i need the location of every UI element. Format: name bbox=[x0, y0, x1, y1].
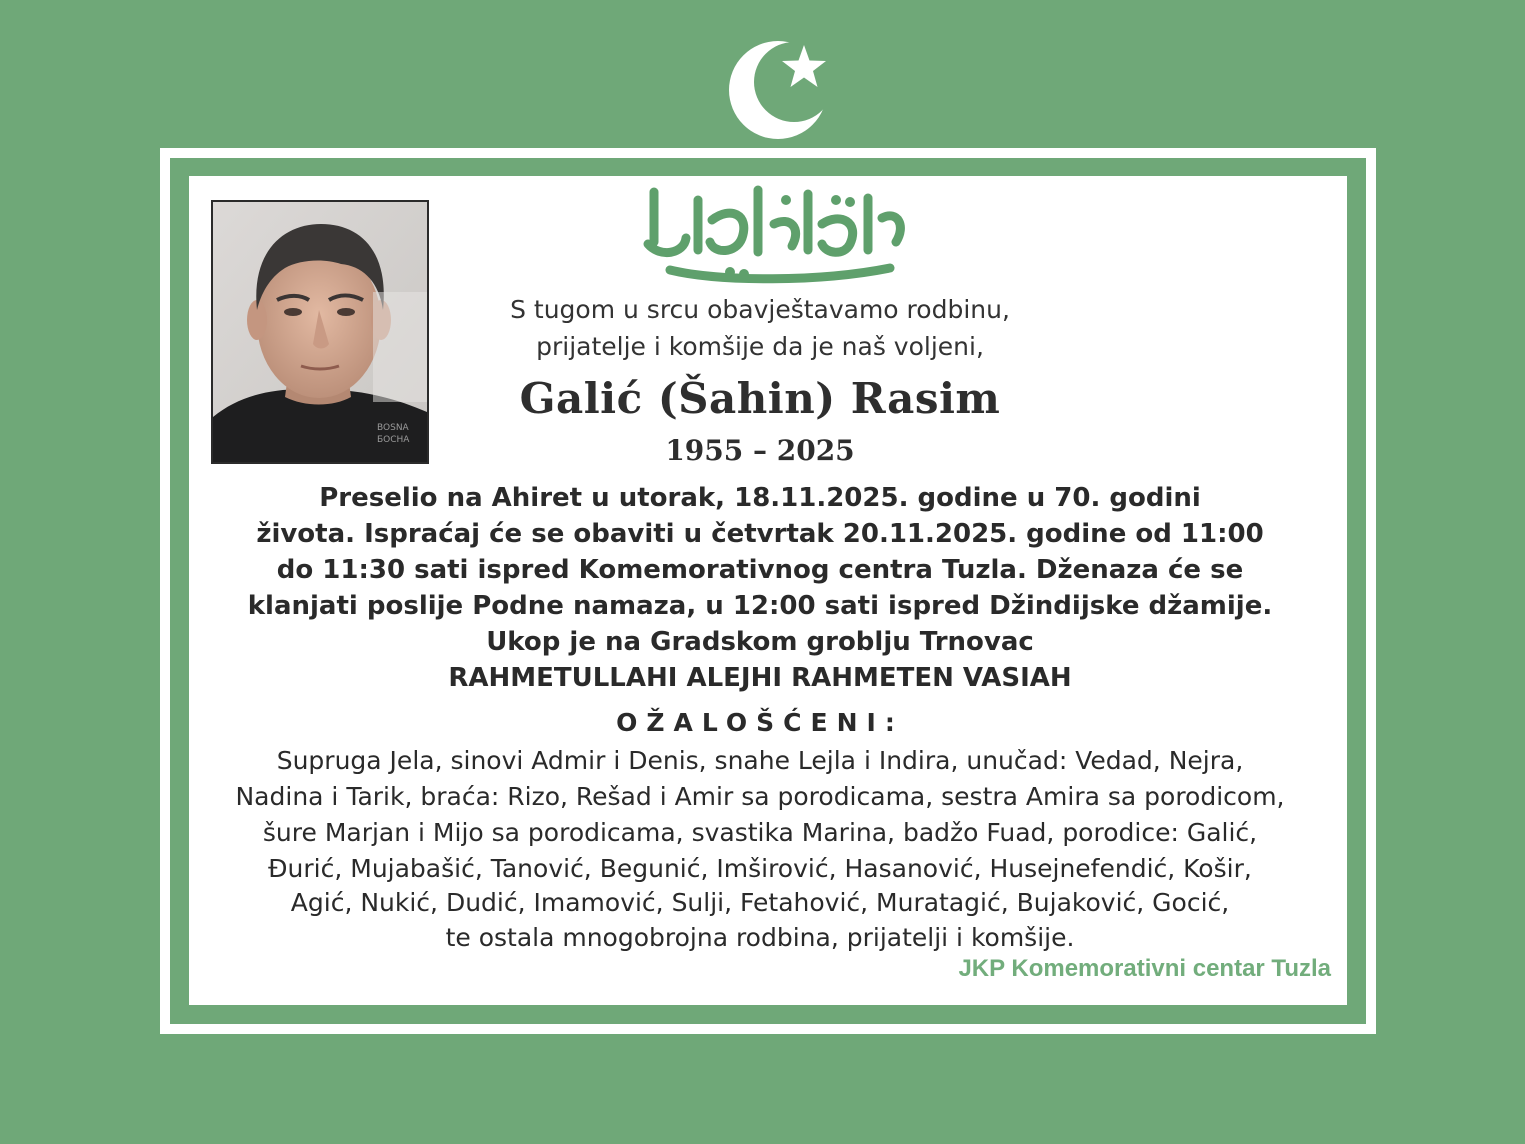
prayer-line: RAHMETULLAHI ALEJHI RAHMETEN VASIAH bbox=[448, 663, 1072, 693]
life-years: 1955 – 2025 bbox=[665, 434, 855, 467]
body-line-3: do 11:30 sati ispred Komemorativnog centra Tuzla. Dženaza će se bbox=[276, 555, 1244, 585]
crescent-star-icon bbox=[726, 40, 846, 140]
deceased-name: Galić (Šahin) Rasim bbox=[519, 374, 1001, 423]
mourners-heading: OŽALOŠĆENI: bbox=[616, 708, 904, 737]
body-line-2: života. Ispraćaj će se obaviti u četvrtak 20.11.2025. godine od 11:00 bbox=[256, 519, 1264, 549]
mourners-line-4: Đurić, Mujabašić, Tanović, Begunić, Imširović, Hasanović, Husejnefendić, Košir, bbox=[268, 854, 1252, 883]
intro-line-1: S tugom u srcu obavještavamo rodbinu, bbox=[510, 295, 1010, 324]
mourners-line-1: Supruga Jela, sinovi Admir i Denis, snahe Lejla i Indira, unučad: Vedad, Nejra, bbox=[276, 746, 1244, 775]
arabic-calligraphy bbox=[640, 180, 910, 290]
publisher-footer: JKP Komemorativni centar Tuzla bbox=[958, 955, 1331, 982]
body-line-4: klanjati poslije Podne namaza, u 12:00 sati ispred Džindijske džamije. bbox=[247, 591, 1273, 621]
mourners-line-5: Agić, Nukić, Dudić, Imamović, Sulji, Fetahović, Muratagić, Bujaković, Gocić, bbox=[290, 888, 1230, 917]
mourners-line-2: Nadina i Tarik, braća: Rizo, Rešad i Amir sa porodicama, sestra Amira sa porodicom, bbox=[235, 782, 1285, 811]
photo-watermark-latin: BOSNA bbox=[377, 423, 409, 433]
mourners-line-6: te ostala mnogobrojna rodbina, prijatelji i komšije. bbox=[445, 923, 1075, 952]
mourners-line-3: šure Marjan i Mijo sa porodicama, svastika Marina, badžo Fuad, porodice: Galić, bbox=[262, 818, 1258, 847]
body-line-1: Preselio na Ahiret u utorak, 18.11.2025. godine u 70. godini bbox=[319, 483, 1201, 513]
photo-watermark-cyrillic: БОСНА bbox=[377, 435, 410, 445]
body-line-5: Ukop je na Gradskom groblju Trnovac bbox=[486, 627, 1034, 657]
intro-line-2: prijatelje i komšije da je naš voljeni, bbox=[536, 332, 984, 361]
